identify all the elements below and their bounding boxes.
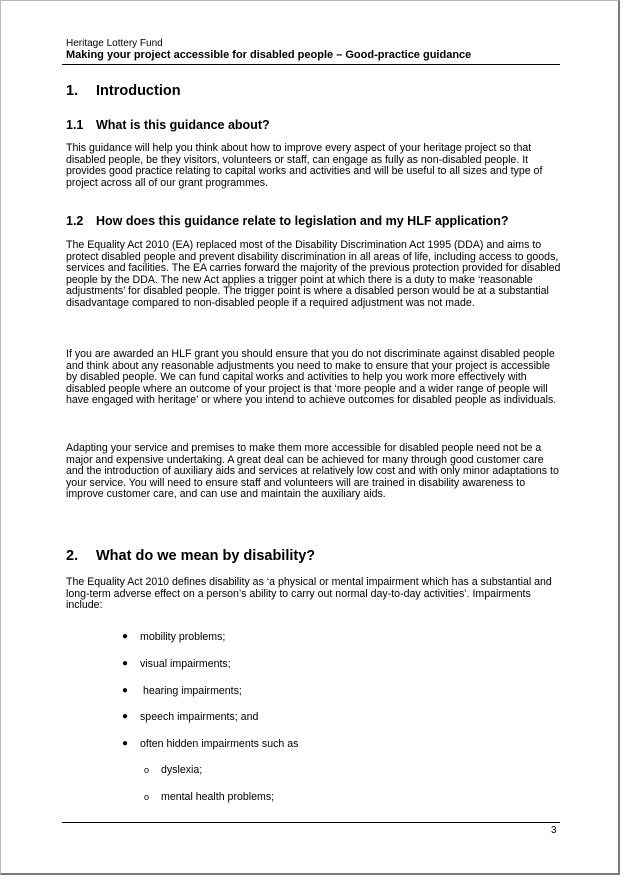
subsection-1-1-paragraph: This guidance will help you think about how to improve every aspect of your heritage project so that disabled people, be they visitors, volunteers or staff, can engage as fully as non-disabled people. It provides good practice relating to capital works and activities and will be useful to all sizes and type of project across all of our grant programmes. <box>66 142 543 189</box>
subsection-1-1-number: 1.1 <box>66 118 84 132</box>
section-2-paragraph: The Equality Act 2010 defines disability as ‘a physical or mental impairment which has a substantial and long-term adverse effect on a person’s ability to carry out normal day-to-day activities’. Impairments include: <box>66 576 552 612</box>
list-item-text: mobility problems; <box>140 631 226 643</box>
section-2-heading <box>66 547 315 565</box>
section-2-title: What do we mean by disability? <box>96 548 316 564</box>
section-1-title: Introduction <box>96 83 181 99</box>
header-rule <box>62 64 560 65</box>
header-organisation: Heritage Lottery Fund <box>66 38 163 49</box>
bullet-icon: ● <box>122 738 129 749</box>
sub-list-item <box>144 791 275 803</box>
section-1-number: 1. <box>66 83 79 99</box>
hollow-bullet-icon: o <box>144 765 150 775</box>
list-item <box>122 711 259 723</box>
subsection-1-1-heading <box>66 118 270 133</box>
subsection-1-2-title: How does this guidance relate to legislation and my HLF application? <box>96 214 509 228</box>
bullet-icon: ● <box>122 631 129 642</box>
subsection-1-2-paragraph-1: The Equality Act 2010 (EA) replaced most of the Disability Discrimination Act 1995 (DDA) and aims to protect disabled people and prevent disability discrimination in all areas of life, including access to goods, services and facilities. The EA carries forward the majority of the previous protection provided for disabled people by the DDA. The new Act applies a trigger point at which there is a duty to make ‘reasonable adjustments’ for disabled people. The trigger point is where a disabled person would be at a substantial disadvantage compared to non-disabled people if a required adjustment was not made. <box>66 239 561 309</box>
list-item-text: speech impairments; and <box>140 711 259 723</box>
list-item <box>122 631 226 643</box>
section-2-number: 2. <box>66 548 79 564</box>
list-item <box>122 658 231 670</box>
list-item <box>122 685 242 697</box>
page-number: 3 <box>551 825 557 836</box>
hollow-bullet-icon: o <box>144 792 150 802</box>
sub-list-item-text: dyslexia; <box>161 764 203 776</box>
subsection-1-2-paragraph-2: If you are awarded an HLF grant you should ensure that you do not discriminate against disabled people and think about any reasonable adjustments you need to make to ensure that your project is accessible by disabled people. We can fund capital works and activities to help you work more effectively with disabled people where an outcome of your project is that ‘more people and a wider range of people will have engaged with heritage’ or where you intend to achieve outcomes for disabled people as individuals. <box>66 348 557 407</box>
list-item-text: hearing impairments; <box>140 685 242 697</box>
subsection-1-2-heading <box>66 214 509 229</box>
list-item-text: visual impairments; <box>140 658 231 670</box>
subsection-1-1-title: What is this guidance about? <box>96 118 270 132</box>
subsection-1-2-number: 1.2 <box>66 214 84 228</box>
bullet-icon: ● <box>122 658 129 669</box>
sub-list-item <box>144 764 203 776</box>
subsection-1-2-paragraph-3: Adapting your service and premises to make them more accessible for disabled people need not be a major and expensive undertaking. A great deal can be achieved for many through good customer care and the introduction of auxiliary aids and services at relatively low cost and with only minor adaptations to your service. You will need to ensure staff and volunteers will are trained in disability awareness to improve customer care, and can use and maintain the auxiliary aids. <box>66 442 559 501</box>
bullet-icon: ● <box>122 711 129 722</box>
list-item-text: often hidden impairments such as <box>140 738 299 750</box>
header-document-title: Making your project accessible for disabled people – Good-practice guidance <box>66 49 472 61</box>
section-1-heading <box>66 82 181 100</box>
bullet-icon: ● <box>122 685 129 696</box>
sub-list-item-text: mental health problems; <box>161 791 275 803</box>
footer-rule <box>62 822 560 823</box>
list-item <box>122 738 299 750</box>
